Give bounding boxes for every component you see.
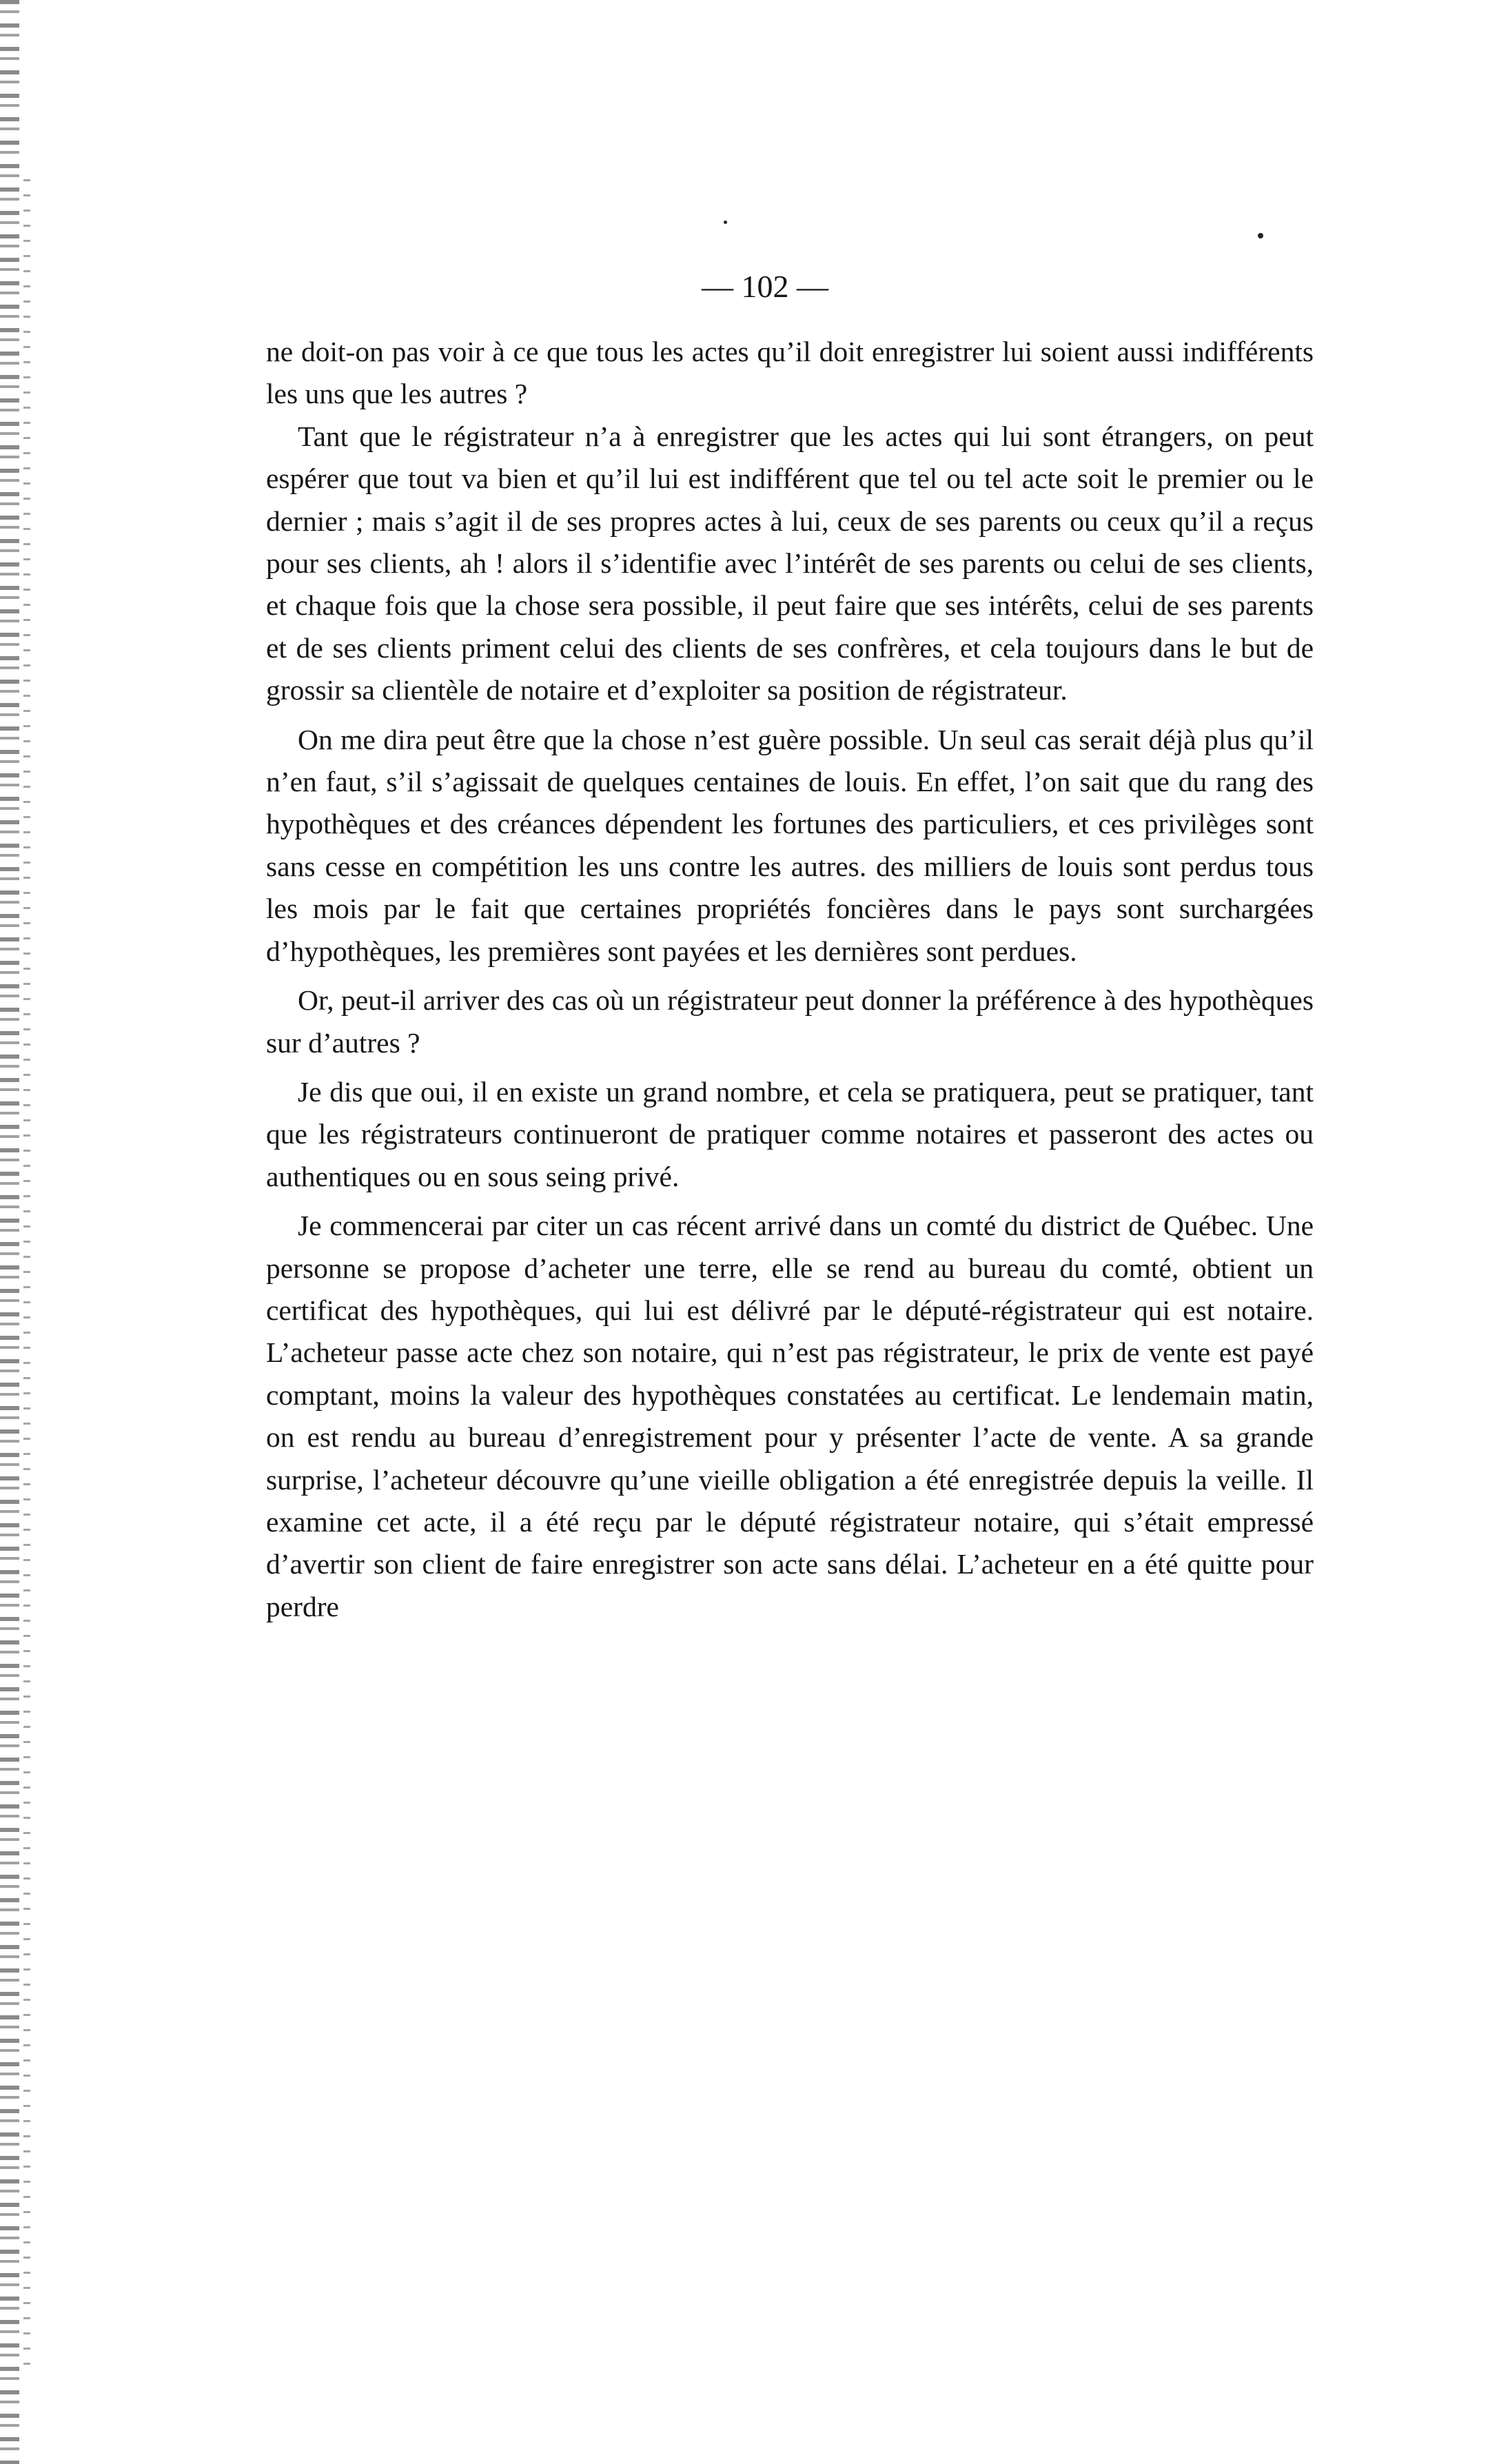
paragraph: ne doit-on pas voir à ce que tous les actes qu’il doit enregistrer lui soient aussi indifférents les uns que les autres ? (266, 336, 1314, 410)
paragraph: On me dira peut être que la chose n’est guère possible. Un seul cas serait déjà plus qu’il n’en faut, s’il s’agissait de quelques centaines de louis. En effet, l’on sait que du rang des hypothèques et des créances dépendent les fortunes des particuliers, et ces privilèges sont sans cesse en compétition les uns contre les autres. des milliers de louis sont perdus tous les mois par le fait que certaines propriétés foncières dans le pays sont surchargées d’hypothèques, les premières sont payées et les dernières sont perdues. (266, 723, 1314, 967)
ink-speck (724, 221, 727, 224)
ink-speck (1258, 233, 1263, 238)
page-number: — 102 — (702, 269, 828, 304)
binding-edge-shadow (23, 179, 30, 2371)
paragraph: Je commencerai par citer un cas récent arrivé dans un comté du district de Québec. Une personne se propose d’acheter une terre, elle se rend au bureau du comté, obtient un certificat des hypothèques, qui lui est délivré par le député-régistrateur qui est notaire. L’acheteur passe acte chez son notaire, qui n’est pas régistrateur, le prix de vente est payé comptant, moins la valeur des hypothèques constatées au certificat. Le lendemain matin, on est rendu au bureau d’enregistrement pour y présenter l’acte de vente. A sa grande surprise, l’acheteur découvre qu’une vieille obligation a été enregistrée depuis la veille. Il examine cet acte, il a été reçu par le député régistrateur notaire, qui s’était empressé d’avertir son client de faire enregistrer son acte sans délai. L’acheteur en a été quitte pour perdre (266, 1210, 1314, 1622)
binding-edge (0, 0, 19, 2464)
paragraph: Je dis que oui, il en existe un grand nombre, et cela se pratiquera, peut se pratiquer, tant que les régistrateurs continueront de pratiquer comme notaires et passeront des actes ou authentiques ou en sous seing privé. (266, 1075, 1314, 1192)
body-text (266, 331, 1314, 1628)
paragraph: Tant que le régistrateur n’a à enregistrer que les actes qui lui sont étrangers, on peut espérer que tout va bien et qu’il lui est indifférent que tel ou tel acte soit le premier ou le dernier ; mais s’agit il de ses propres actes à lui, ceux de ses parents ou ceux qu’il a reçus pour ses clients, ah ! alors il s’identifie avec l’intérêt de ses parents ou celui de ses clients, et chaque fois que la chose sera possible, il peut faire que ses intérêts, celui de ses parents et de ses clients priment celui des clients de ses confrères, et cela toujours dans le but de grossir sa clientèle de notaire et d’exploiter sa position de régistrateur. (266, 420, 1314, 706)
paragraph: Or, peut-il arriver des cas où un régistrateur peut donner la préférence à des hypothèques sur d’autres ? (266, 984, 1314, 1059)
